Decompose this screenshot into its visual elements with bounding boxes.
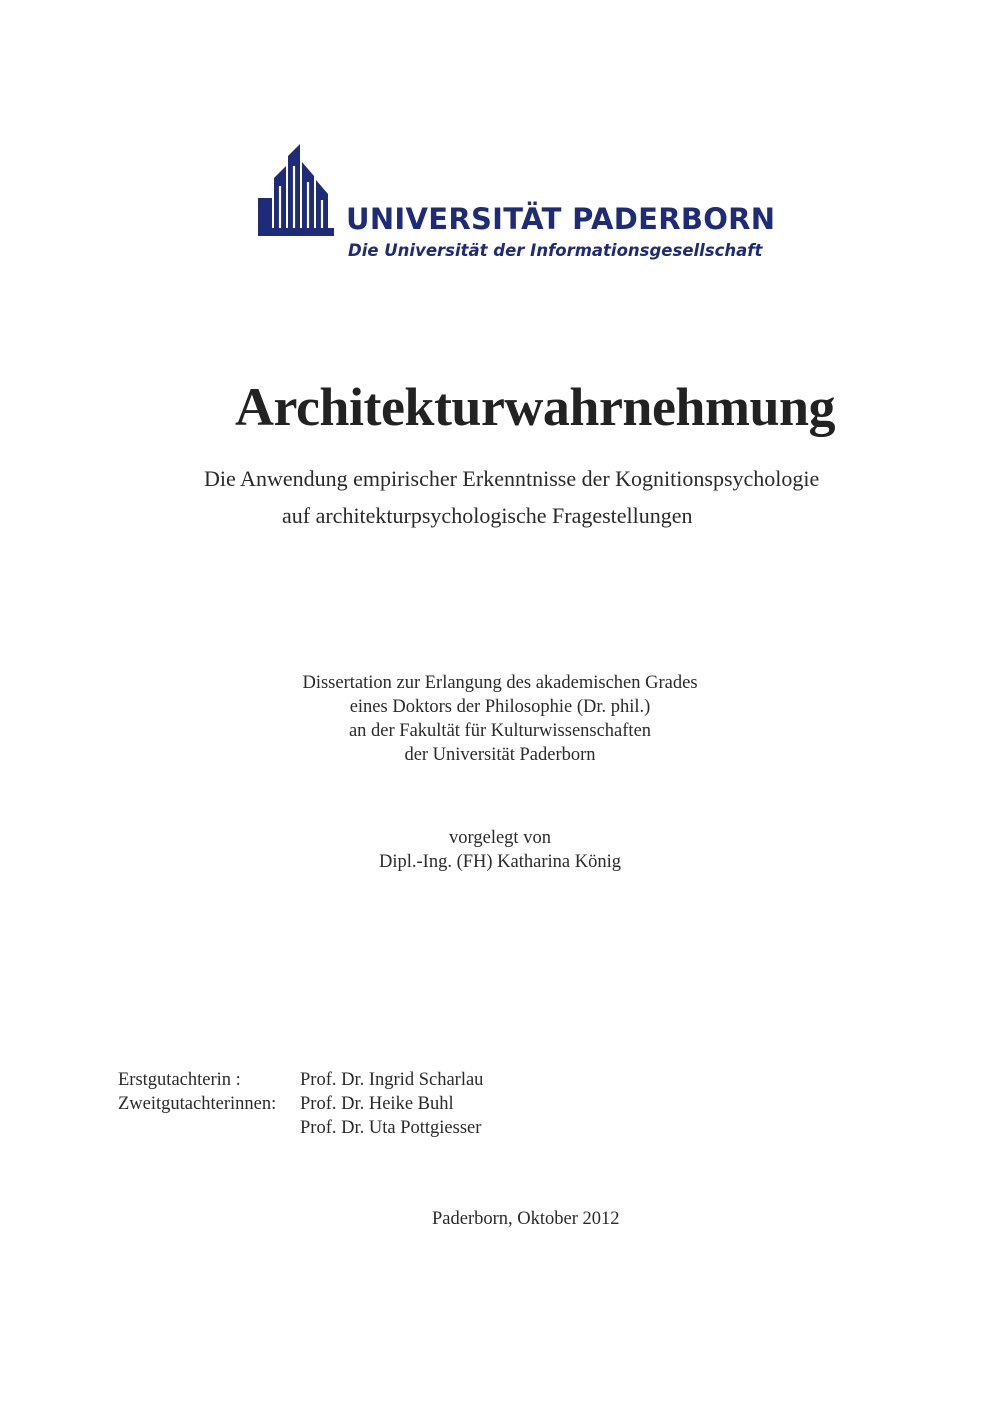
place-date: Paderborn, Oktober 2012 <box>432 1209 620 1229</box>
submitted-by-label: vorgelegt von <box>449 828 551 848</box>
university-logo <box>256 136 776 268</box>
document-title: Architekturwahrnehmung <box>234 377 836 437</box>
university-name: UNIVERSITÄT PADERBORN <box>346 202 776 236</box>
author-name: Dipl.-Ing. (FH) Katharina König <box>379 852 621 872</box>
third-reviewer-name: Prof. Dr. Uta Pottgiesser <box>300 1118 482 1138</box>
dissertation-line: an der Fakultät für Kulturwissenschaften <box>348 721 652 741</box>
dissertation-line: Dissertation zur Erlangung des akademischen Grades <box>302 673 698 693</box>
second-reviewer-name: Prof. Dr. Heike Buhl <box>300 1094 454 1114</box>
dissertation-statement <box>0 671 1000 767</box>
subtitle-line-1: Die Anwendung empirischer Erkenntnisse der Kognitionspsychologie <box>204 466 820 491</box>
subtitle-line-2: auf architekturpsychologische Fragestellungen <box>282 503 693 528</box>
dissertation-line: der Universität Paderborn <box>404 745 596 765</box>
first-reviewer-label: Erstgutachterin : <box>118 1070 241 1090</box>
dissertation-line: eines Doktors der Philosophie (Dr. phil.) <box>349 697 651 717</box>
second-reviewers-label: Zweitgutachterinnen: <box>118 1094 277 1114</box>
first-reviewer-name: Prof. Dr. Ingrid Scharlau <box>300 1070 484 1090</box>
university-tagline: Die Universität der Informationsgesellschaft <box>348 241 763 260</box>
author-block <box>0 826 1000 874</box>
